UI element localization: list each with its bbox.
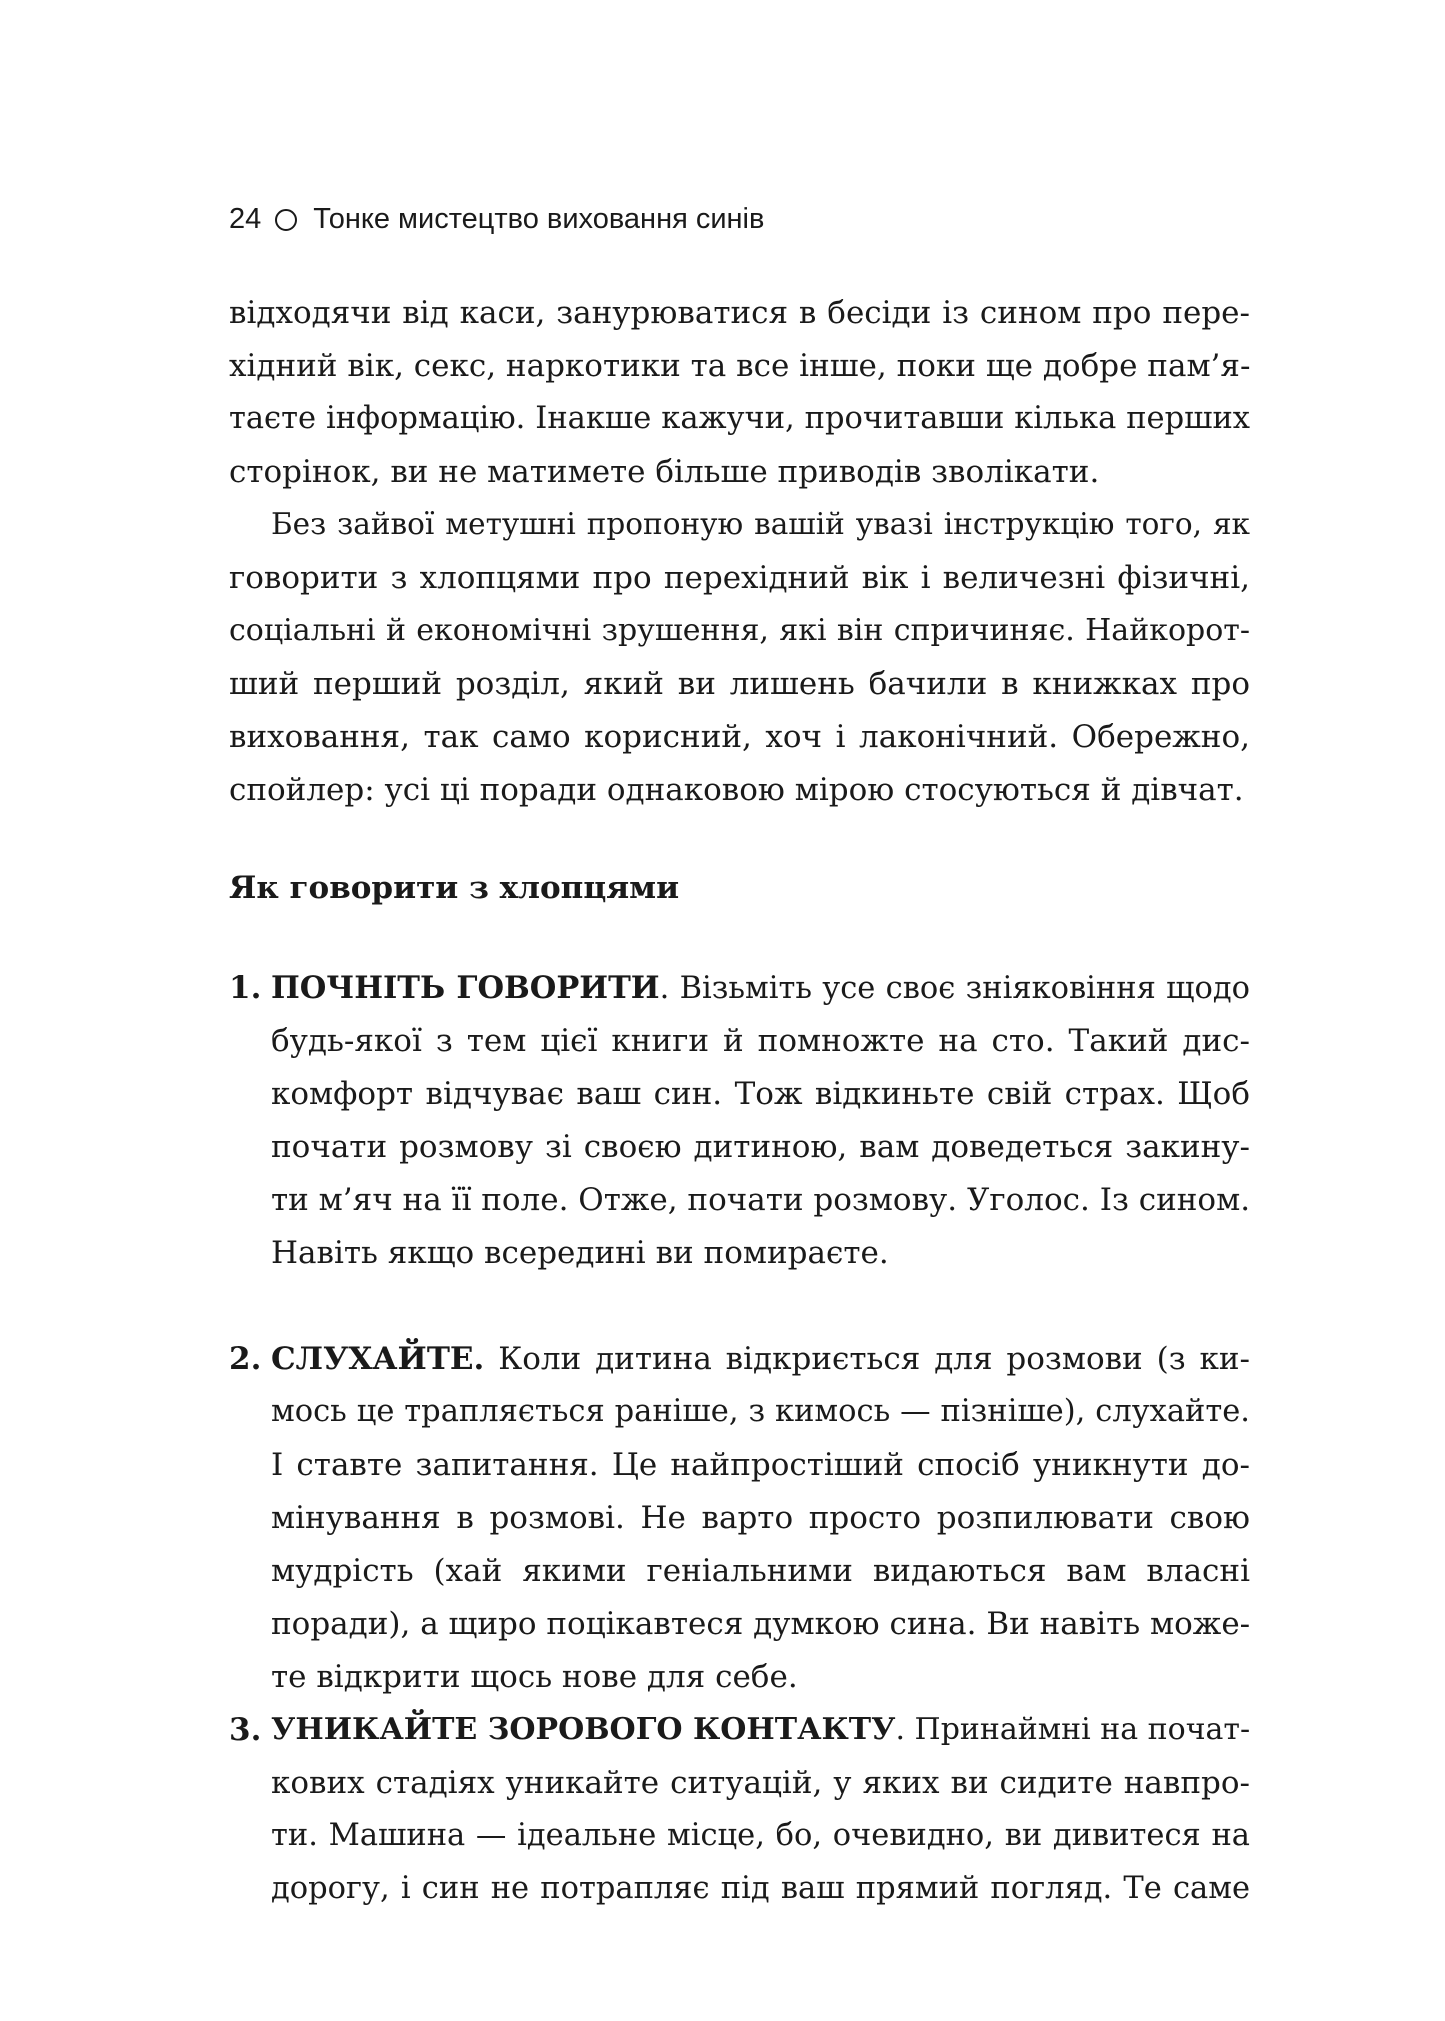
book-title: Тонке мистецтво виховання синів (313, 203, 765, 235)
section-heading: Як говорити з хлопцями (229, 870, 680, 906)
list-item-line: ти м’яч на її поле. Отже, почати розмову. Уголос. Із сином. (271, 1182, 1251, 1218)
list-item-line: комфорт відчуває ваш син. Тож відкиньте свій страх. Щоб (271, 1076, 1250, 1112)
body-line: відходячи від каси, занурюватися в бесіди із сином про пере- (229, 295, 1250, 331)
body-line: спойлер: усі ці поради однаковою мірою стосуються й дівчат. (229, 772, 1244, 808)
body-line: виховання, так само корисний, хоч і лаконічний. Обережно, (229, 719, 1250, 755)
list-item-line: дорогу, і син не потрапляє під ваш прямий погляд. Те саме (271, 1871, 1250, 1906)
list-item-first-line (271, 1712, 1251, 1747)
list-item-line: ти. Машина — ідеальне місце, бо, очевидно, ви дивитеся на (271, 1818, 1250, 1853)
page-number: 24 (229, 203, 262, 235)
list-item-text: . Принаймні на почат- (895, 1712, 1251, 1747)
list-item-line: те відкрити щось нове для себе. (271, 1659, 798, 1695)
body-line: говорити з хлопцями про перехідний вік і величезні фізичні, (229, 560, 1250, 596)
list-item-line: Навіть якщо всередині ви помираєте. (271, 1235, 889, 1271)
list-item-line: поради), а щиро поцікавтеся думкою сина. Ви навіть може- (271, 1606, 1251, 1642)
list-item-text: Коли дитина відкриється для розмови (з ки- (484, 1341, 1250, 1377)
list-item-line: мінування в розмові. Не варто просто розпилювати свою (271, 1500, 1250, 1536)
body-line: соціальні й економічні зрушення, які він спричиняє. Найкорот- (229, 613, 1250, 648)
body-line: Без зайвої метушні пропоную вашій увазі інструкцію того, як (271, 507, 1250, 541)
body-line: сторінок, ви не матимете більше приводів зволікати. (229, 454, 1100, 490)
list-item-line: почати розмову зі своєю дитиною, вам доведеться закину- (271, 1129, 1250, 1165)
body-line: таєте інформацію. Інакше кажучи, прочитавши кілька перших (229, 401, 1250, 436)
list-item-line: кових стадіях уникайте ситуацій, у яких ви сидите навпро- (271, 1765, 1250, 1801)
list-item-line: будь-якої з тем цієї книги й помножте на сто. Такий дис- (271, 1023, 1250, 1059)
list-number: 3. (229, 1712, 262, 1748)
list-item-title: ПОЧНІТЬ ГОВОРИТИ (271, 970, 660, 1006)
list-number: 2. (229, 1341, 262, 1377)
list-item-line: мось це трапляється раніше, з кимось — пізніше), слухайте. (271, 1394, 1250, 1429)
body-line: ший перший розділ, який ви лишень бачили в книжках про (229, 666, 1250, 702)
running-header (229, 203, 764, 236)
list-item-title: СЛУХАЙТЕ. (271, 1341, 485, 1377)
list-item-line: мудрість (хай якими геніальними видаються вам власні (271, 1553, 1250, 1589)
list-number: 1. (229, 970, 262, 1006)
list-item-line: І ставте запитання. Це найпростіший спосіб уникнути до- (271, 1447, 1250, 1483)
list-item-first-line (271, 970, 1250, 1006)
body-line: хідний вік, секс, наркотики та все інше, поки ще добре пам’я- (229, 348, 1251, 384)
circle-separator-icon (275, 209, 297, 231)
list-item-first-line (271, 1341, 1250, 1377)
list-item-text: . Візьміть усе своє зніяковіння щодо (659, 971, 1250, 1006)
list-item-title: УНИКАЙТЕ ЗОРОВОГО КОНТАКТУ (271, 1712, 896, 1747)
